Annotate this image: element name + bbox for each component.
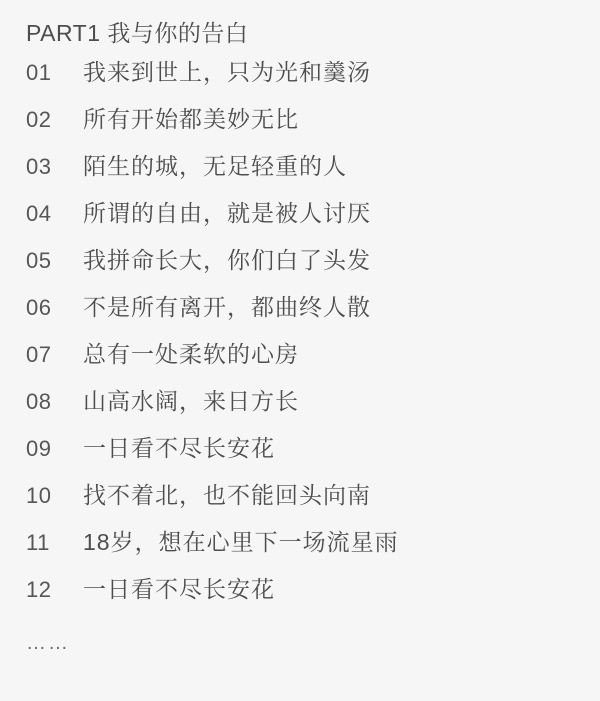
entry-number: 08 (26, 389, 52, 414)
list-item[interactable] (0, 524, 600, 571)
list-item[interactable] (0, 477, 600, 524)
list-item[interactable] (0, 148, 600, 195)
entry-number: 09 (26, 436, 52, 461)
list-item[interactable] (0, 101, 600, 148)
entry-number: 12 (26, 577, 52, 602)
entry-number: 03 (26, 154, 52, 179)
entry-number: 04 (26, 201, 52, 226)
entry-title: 陌生的城，无足轻重的人 (83, 153, 347, 179)
entry-title: 总有一处柔软的心房 (83, 341, 299, 367)
list-item[interactable] (0, 289, 600, 336)
list-item[interactable] (0, 54, 600, 101)
entry-title: 所谓的自由，就是被人讨厌 (83, 200, 371, 226)
entry-title: 所有开始都美妙无比 (83, 106, 299, 132)
entry-title: 18岁，想在心里下一场流星雨 (83, 529, 399, 555)
entry-number: 05 (26, 248, 52, 273)
entry-number: 11 (26, 530, 50, 555)
list-item[interactable] (0, 242, 600, 289)
part-title: PART1 我与你的告白 (26, 20, 249, 46)
entry-number: 07 (26, 342, 52, 367)
entry-title: 不是所有离开，都曲终人散 (83, 294, 371, 320)
entry-title: 一日看不尽长安花 (83, 576, 275, 602)
entry-number: 06 (26, 295, 52, 320)
list-item[interactable] (0, 571, 600, 618)
entry-title: 一日看不尽长安花 (83, 435, 275, 461)
entry-number: 02 (26, 107, 52, 132)
entry-title: 山高水阔，来日方长 (83, 388, 299, 414)
list-item[interactable] (0, 430, 600, 477)
entry-title: 找不着北，也不能回头向南 (83, 482, 371, 508)
list-item[interactable] (0, 336, 600, 383)
continuation-ellipsis: …… (26, 632, 70, 654)
entry-number: 01 (26, 60, 52, 85)
table-of-contents (0, 54, 600, 618)
entry-title: 我拼命长大，你们白了头发 (83, 247, 371, 273)
list-item[interactable] (0, 195, 600, 242)
entry-number: 10 (26, 483, 52, 508)
list-item[interactable] (0, 383, 600, 430)
entry-title: 我来到世上，只为光和羹汤 (83, 59, 371, 85)
